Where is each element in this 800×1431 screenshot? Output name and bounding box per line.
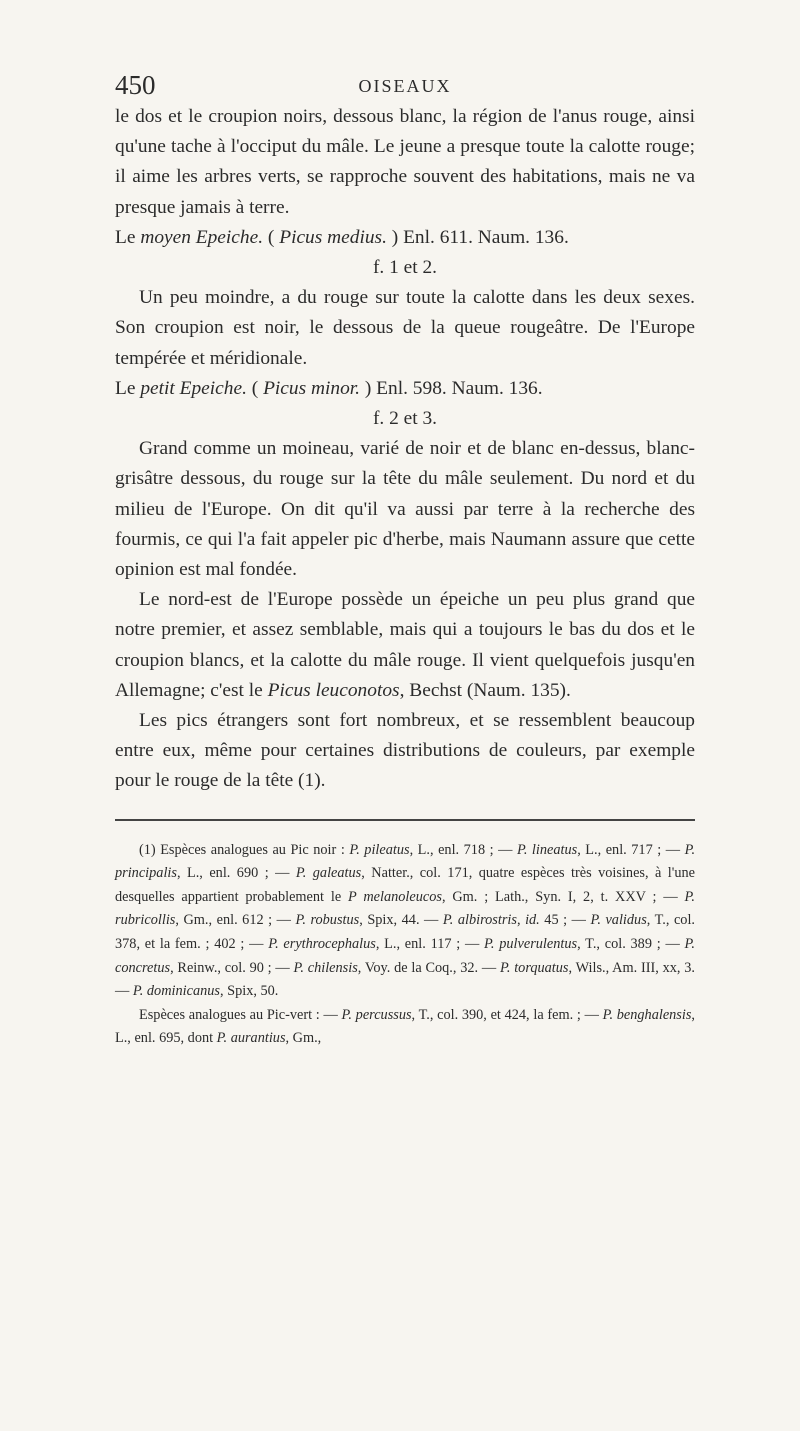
page-header: [115, 70, 695, 102]
species-name: petit Epeiche.: [140, 377, 247, 399]
footnote-paragraph: (1) Espèces analogues au Pic noir : P. pileatus, L., enl. 718 ; — P. lineatus, L., enl. 717 ; — P. principalis, L., enl. 690 ; — P. galeatus, Natter., col. 171, quatre espèces très voisines, à l'une desquelles appartient probablement le P melanoleucos, Gm. ; Lath., Syn. I, 2, t. XXV ; — P. rubricollis, Gm., enl. 612 ; — P. robustus, Spix, 44. — P. albirostris, id. 45 ; — P. validus, T., col. 378, et la fem. ; 402 ; — P. erythrocephalus, L., enl. 117 ; — P. pulverulentus, T., col. 389 ; — P. concretus, Reinw., col. 90 ; — P. chilensis, Voy. de la Coq., 32. — P. torquatus, Wils., Am. III, xx, 3. — P. dominicanus, Spix, 50.: [115, 841, 696, 1000]
figure-reference: f. 2 et 3.: [372, 408, 438, 430]
footnote-divider: [115, 819, 695, 821]
paragraph: Le nord-est de l'Europe possède un épeiche un peu plus grand que notre premier, et assez semblable, mais qui a toujours le bas du dos et le croupion blancs, et la calotte du mâle rouge. Il vient quelquefois jusqu'en Allemagne; c'est le Picus leuconotos, Bechst (Naum. 135).: [115, 589, 695, 701]
footnote-paragraph: Espèces analogues au Pic-vert : — P. percussus, T., col. 390, et 424, la fem. ; — P. benghalensis, L., enl. 695, dont P. aurantius, Gm.,: [115, 1006, 695, 1047]
main-text: [115, 102, 695, 797]
book-page: [115, 70, 695, 1051]
species-entry-heading: Le moyen Epeiche. ( Picus medius. ) Enl. 611. Naum. 136.: [115, 226, 569, 248]
running-head: OISEAUX: [358, 76, 452, 96]
figure-reference: f. 1 et 2.: [372, 257, 438, 279]
page-number: 450: [115, 70, 156, 100]
latin-name: Picus minor.: [263, 377, 361, 399]
latin-name: Picus leuconotos: [267, 679, 400, 701]
latin-name: Picus medius.: [279, 226, 387, 248]
paragraph: Grand comme un moineau, varié de noir et de blanc en-dessus, blanc-grisâtre dessous, du rouge sur la tête du mâle seulement. Du nord et du milieu de l'Europe. On dit qu'il va aussi par terre à la recherche des fourmis, ce qui l'a fait appeler pic d'herbe, mais Naumann assure que cette opinion est mal fondée.: [115, 438, 695, 581]
paragraph: le dos et le croupion noirs, dessous blanc, la région de l'anus rouge, ainsi qu'une tache à l'occiput du mâle. Le jeune a presque toute la calotte rouge; il aime les arbres verts, se rapproche souvent des habitations, mais ne va presque jamais à terre.: [115, 106, 695, 218]
paragraph: Un peu moindre, a du rouge sur toute la calotte dans les deux sexes. Son croupion est noir, le dessous de la queue rougeâtre. De l'Europe tempérée et méridionale.: [115, 287, 695, 369]
species-name: moyen Epeiche.: [140, 226, 264, 248]
paragraph: Les pics étrangers sont fort nombreux, et se ressemblent beaucoup entre eux, même pour certaines distributions de couleurs, par exemple pour le rouge de la tête (1).: [115, 710, 695, 792]
footnote: [115, 839, 695, 1051]
species-entry-heading: Le petit Epeiche. ( Picus minor. ) Enl. 598. Naum. 136.: [115, 377, 543, 399]
